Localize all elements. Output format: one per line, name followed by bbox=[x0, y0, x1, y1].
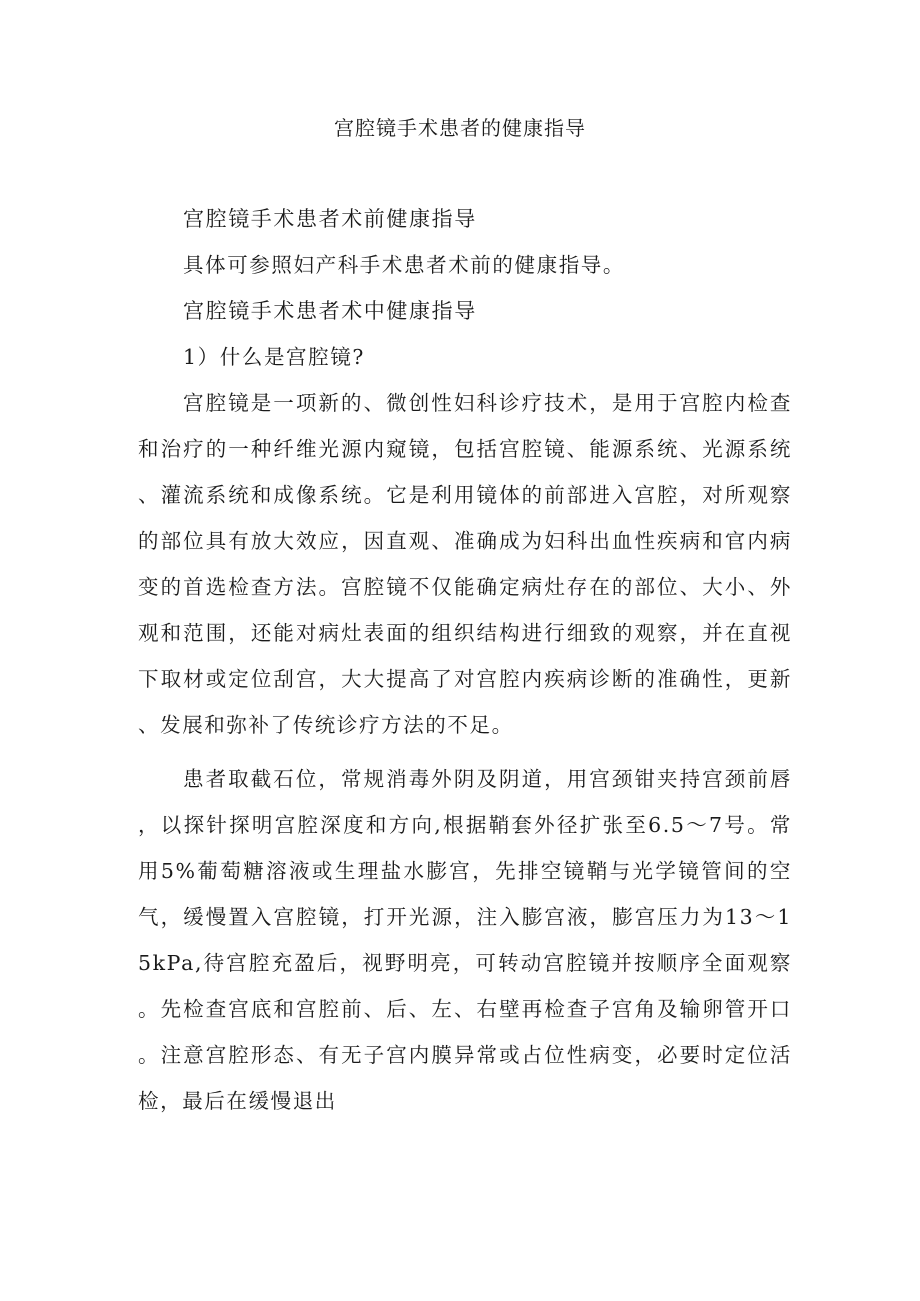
section-heading-intraoperative: 宫腔镜手术患者术中健康指导 bbox=[183, 299, 477, 323]
document-body bbox=[138, 196, 792, 1124]
paragraph-procedure-steps: 患者取截石位，常规消毒外阴及阴道，用宫颈钳夹持宫颈前唇，以探针探明宫腔深度和方向,根据鞘套外径扩张至6.5～7号。常用5%葡萄糖溶液或生理盐水膨宫，先排空镜鞘与光学镜管间的空气，缓慢置入宫腔镜，打开光源，注入膨宫液，膨宫压力为13～15kPa,待宫腔充盈后，视野明亮，可转动宫腔镜并按顺序全面观察。先检查宫底和宫腔前、后、左、右壁再检查子宫角及输卵管开口。注意宫腔形态、有无子宫内膜异常或占位性病变，必要时定位活检，最后在缓慢退出 bbox=[138, 767, 792, 1113]
section-heading-preoperative: 宫腔镜手术患者术前健康指导 bbox=[183, 207, 477, 231]
paragraph-preoperative-reference: 具体可参照妇产科手术患者术前的健康指导。 bbox=[183, 253, 625, 277]
question-what-is-hysteroscope: 1）什么是宫腔镜? bbox=[183, 345, 365, 369]
document-title: 宫腔镜手术患者的健康指导 bbox=[334, 116, 586, 140]
paragraph-hysteroscope-definition: 宫腔镜是一项新的、微创性妇科诊疗技术，是用于宫腔内检查和治疗的一种纤维光源内窥镜，包括宫腔镜、能源系统、光源系统、灌流系统和成像系统。它是利用镜体的前部进入宫腔，对所观察的部位具有放大效应，因直观、准确成为妇科出血性疾病和官内病变的首选检查方法。宫腔镜不仅能确定病灶存在的部位、大小、外观和范围，还能对病灶表面的组织结构进行细致的观察，并在直视下取材或定位刮宫，大大提高了对宫腔内疾病诊断的准确性，更新、发展和弥补了传统诊疗方法的不足。 bbox=[138, 391, 792, 737]
